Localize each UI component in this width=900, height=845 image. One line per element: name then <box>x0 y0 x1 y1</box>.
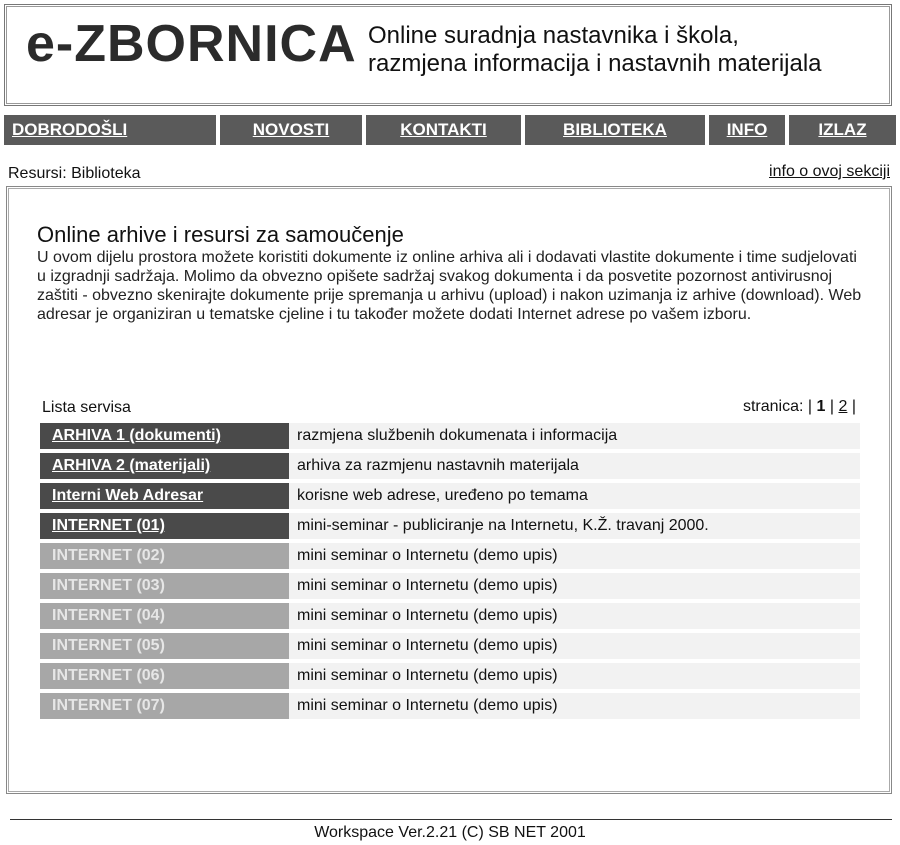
section-info-link[interactable]: info o ovoj sekciji <box>769 163 890 180</box>
nav-novosti[interactable]: NOVOSTI <box>220 115 362 145</box>
service-table <box>40 423 860 723</box>
nav-kontakti[interactable]: KONTAKTI <box>366 115 521 145</box>
service-link-arhiva-1[interactable]: ARHIVA 1 (dokumenti) <box>40 423 289 449</box>
service-item-internet-03: INTERNET (03) <box>40 573 289 599</box>
footer-divider <box>10 819 892 820</box>
nav-dobrodosli[interactable]: DOBRODOŠLI <box>4 115 216 145</box>
nav-biblioteka[interactable]: BIBLIOTEKA <box>525 115 705 145</box>
service-description: mini seminar o Internetu (demo upis) <box>289 573 860 599</box>
pagination <box>743 398 856 416</box>
tagline-line-2: razmjena informacija i nastavnih materijala <box>368 50 822 77</box>
pagination-page-2[interactable]: 2 <box>838 398 848 415</box>
pagination-separator: | <box>829 398 835 415</box>
service-description: mini-seminar - publiciranje na Internetu, K.Ž. travanj 2000. <box>289 513 860 539</box>
service-description: mini seminar o Internetu (demo upis) <box>289 603 860 629</box>
service-list-label: Lista servisa <box>42 399 131 416</box>
service-item-internet-07: INTERNET (07) <box>40 693 289 719</box>
service-row <box>40 663 860 689</box>
service-item-internet-05: INTERNET (05) <box>40 633 289 659</box>
nav-info[interactable]: INFO <box>709 115 785 145</box>
site-tagline <box>368 22 822 78</box>
service-description: mini seminar o Internetu (demo upis) <box>289 543 860 569</box>
service-row <box>40 483 860 509</box>
nav-izlaz[interactable]: IZLAZ <box>789 115 896 145</box>
service-row <box>40 603 860 629</box>
service-row <box>40 633 860 659</box>
service-item-internet-06: INTERNET (06) <box>40 663 289 689</box>
intro-text: U ovom dijelu prostora možete koristiti dokumente iz online arhiva ali i dodavati vlastite dokumente i time sudjelovati u izgradnji sadržaja. Molimo da obvezno opišete sadržaj svakog dokumenta i da posvetite pozornost antivirusnoj zaštiti - obvezno skenirajte dokumente prije spremanja u arhivu (upload) i nakon uzimanja iz arhive (download). Web adresar je organiziran u tematske cjeline i tu također možete dodati Internet adrese po vašem izboru. <box>37 249 862 323</box>
pagination-label: stranica: <box>742 398 804 415</box>
service-description: mini seminar o Internetu (demo upis) <box>289 693 860 719</box>
pagination-separator: | <box>851 398 856 415</box>
service-row <box>40 513 860 539</box>
service-description: korisne web adrese, uređeno po temama <box>289 483 860 509</box>
service-link-arhiva-2[interactable]: ARHIVA 2 (materijali) <box>40 453 289 479</box>
pagination-current-page: 1 <box>816 398 826 415</box>
service-description: arhiva za razmjenu nastavnih materijala <box>289 453 860 479</box>
service-item-internet-04: INTERNET (04) <box>40 603 289 629</box>
service-description: mini seminar o Internetu (demo upis) <box>289 633 860 659</box>
service-row <box>40 453 860 479</box>
service-description: razmjena službenih dokumenata i informacija <box>289 423 860 449</box>
service-row <box>40 423 860 449</box>
service-row <box>40 543 860 569</box>
breadcrumb: Resursi: Biblioteka <box>8 165 141 182</box>
service-description: mini seminar o Internetu (demo upis) <box>289 663 860 689</box>
main-nav <box>4 115 896 145</box>
service-row <box>40 693 860 719</box>
pagination-separator: | <box>807 398 813 415</box>
page-title: Online arhive i resursi za samoučenje <box>37 222 404 247</box>
footer-text: Workspace Ver.2.21 (C) SB NET 2001 <box>314 824 586 841</box>
site-logo[interactable]: e-ZBORNICA <box>26 15 357 73</box>
service-row <box>40 573 860 599</box>
tagline-line-1: Online suradnja nastavnika i škola, <box>368 22 739 49</box>
service-link-web-adresar[interactable]: Interni Web Adresar <box>40 483 289 509</box>
service-link-internet-01[interactable]: INTERNET (01) <box>40 513 289 539</box>
service-item-internet-02: INTERNET (02) <box>40 543 289 569</box>
